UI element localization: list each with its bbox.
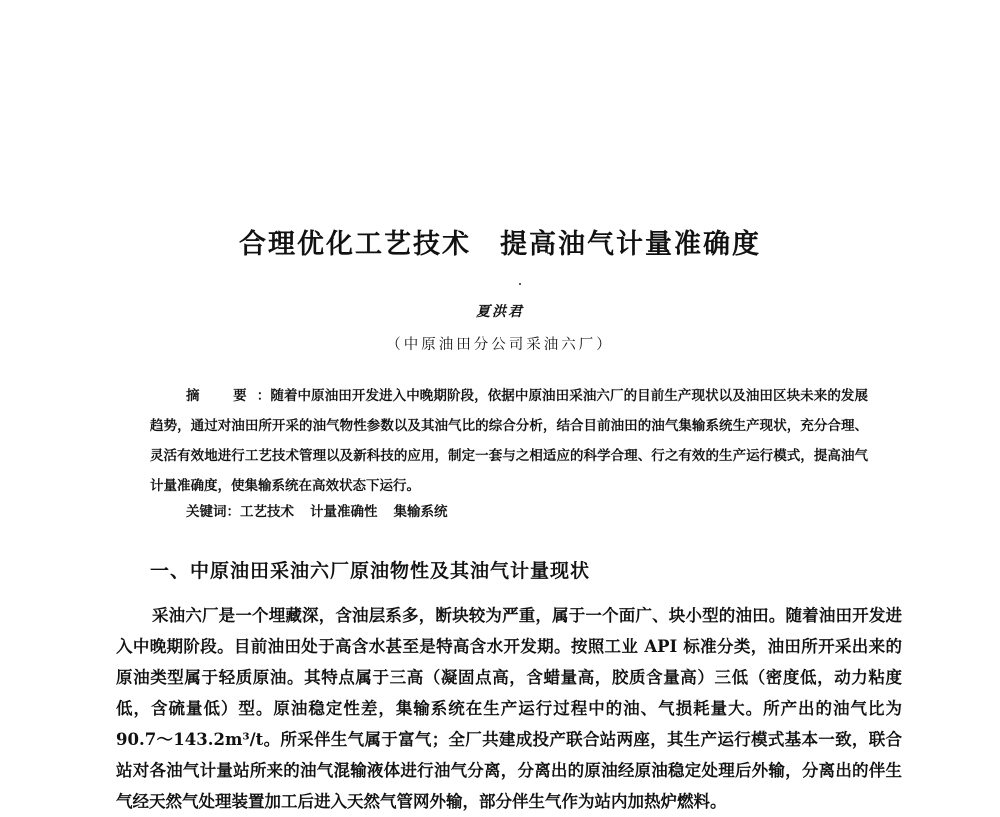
keyword-item: 计量准确性: [310, 504, 378, 520]
paper-title: 合理优化工艺技术 提高油气计量准确度: [239, 229, 761, 260]
keyword-item: 工艺技术: [240, 504, 294, 520]
abstract: [150, 381, 868, 501]
abstract-colon: ：: [256, 388, 271, 404]
author-name: 夏洪君: [476, 304, 524, 320]
section-heading: 一、中原油田采油六厂原油物性及其油气计量现状: [150, 560, 591, 582]
abstract-label: 摘 要: [186, 388, 257, 404]
abstract-text: 随着中原油田开发进入中晚期阶段，依据中原油田采油六厂的目前生产现状以及油田区块未来的发展趋势，通过对油田所开采的油气物性参数以及其油气比的综合分析，结合目前油田的油气集输系统生产现状，充分合理、灵活有效地进行工艺技术管理以及新科技的应用，制定一套与之相适应的科学合理、行之有效的生产运行模式，提高油气计量准确度，使集输系统在高效状态下运行。: [150, 388, 869, 494]
keyword-item: 集输系统: [393, 504, 448, 520]
keywords: [186, 500, 464, 520]
body-paragraph: 采油六厂是一个埋藏深，含油层系多，断块较为严重，属于一个面广、块小型的油田。随着油田开发进入中晚期阶段。目前油田处于高含水甚至是特高含水开发期。按照工业 API 标准分类，油田所开采出来的原油类型属于轻质原油。其特点属于三高（凝固点高，含蜡量高，胶质含量高）三低（密度低，动力粘度低，含硫量低）型。原油稳定性差，集输系统在生产运行过程中的油、气损耗量大。所产出的油气比为 90.7～143.2m³/t。所采伴生气属于富气；全厂共建成投产联合站两座，其生产运行模式基本一致，联合站对各油气计量站所来的油气混输液体进行油气分离，分离出的原油经原油稳定处理后外输，分离出的伴生气经天然气处理装置加工后进入天然气管网外输，部分伴生气作为站内加热炉燃料。: [116, 606, 902, 811]
author-affiliation: （中原油田分公司采油六厂）: [386, 337, 614, 353]
keywords-label: 关键词：: [186, 504, 240, 520]
separator-dot: [519, 283, 521, 285]
